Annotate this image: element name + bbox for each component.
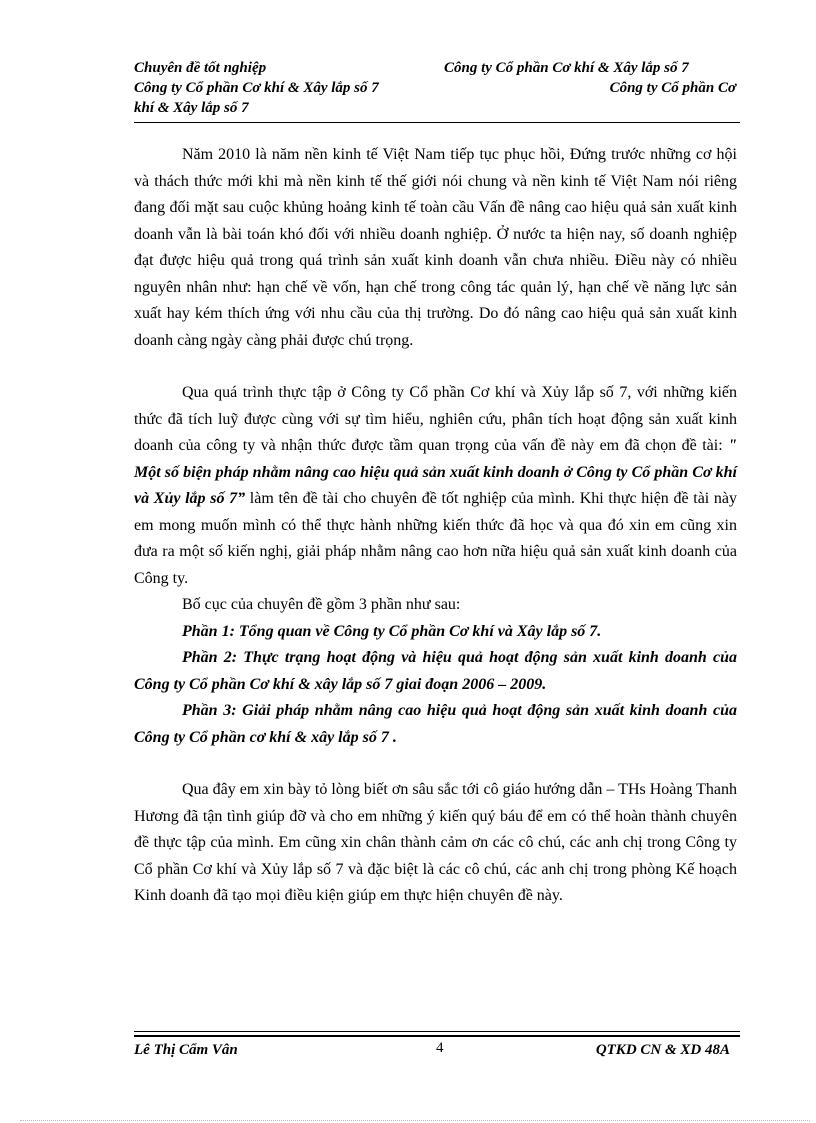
- part-2: Phần 2: Thực trạng hoạt động và hiệu quả hoạt động sản xuất kinh doanh của Công ty Cổ phần Cơ khí & xây lắp số 7 giai đoạn 2006 – 2009.: [134, 649, 737, 693]
- header-thesis-label: Chuyên đề tốt nghiệp: [134, 60, 267, 76]
- paragraph-acknowledgement: Qua đây em xin bày tỏ lòng biết ơn sâu sắc tới cô giáo hướng dẫn – THs Hoàng Thanh Hương đã tận tình giúp đỡ và cho em những ý kiến quý báu để em có thể hoàn thành chuyên đề thực tập của mình. Em cũng xin chân thành cảm ơn các cô chú, các anh chị trong Công ty Cổ phần Cơ khí và Xủy lắp số 7 và đặc biệt là các cô chú, các anh chị trong phòng Kế hoạch Kinh doanh đã tạo mọi điều kiện giúp em thực hiện chuyên đề này.: [134, 781, 737, 904]
- header-company-name-continued: khí & Xây lắp số 7: [134, 100, 249, 116]
- header-divider: [134, 122, 740, 123]
- footer-divider-thin: [134, 1031, 740, 1032]
- paragraph-topic: [134, 380, 737, 592]
- paragraph-intro: Năm 2010 là năm nền kinh tế Việt Nam tiếp tục phục hồi, Đứng trước những cơ hội và thách thức mới khi mà nền kinh tế thế giới nói chung và nền kinh tế Việt Nam nói riêng đang đối mặt sau cuộc khủng hoảng kinh tế toàn cầu Vấn đề nâng cao hiệu quả sản xuất kinh doanh vẫn là bài toán khó đối với nhiều doanh nghiệp. Ở nước ta hiện nay, số doanh nghiệp đạt được hiệu quả trong quá trình sản xuất kinh doanh vẫn chưa nhiều. Điều này có nhiều nguyên nhân như: hạn chế về vốn, hạn chế trong công tác quản lý, hạn chế về năng lực sản xuất hay kém thích ứng với nhu cầu của thị trường. Do đó nâng cao hiệu quả sản xuất kinh doanh càng ngày càng phải được chú trọng.: [134, 146, 737, 349]
- page-break-line: [20, 1120, 810, 1121]
- header-company-name-repeat: Công ty Cổ phần Cơ khí & Xây lắp số 7: [134, 80, 379, 96]
- page-footer: [134, 1042, 740, 1064]
- header-company-name: Công ty Cổ phần Cơ khí & Xây lắp số 7: [444, 60, 689, 76]
- footer-class-code: QTKD CN & XD 48A: [595, 1042, 730, 1058]
- footer-divider-thick: [134, 1035, 740, 1037]
- page-number: 4: [436, 1040, 444, 1056]
- paragraph-structure: Bố cục của chuyên đề gồm 3 phần như sau:: [182, 596, 461, 613]
- topic-title: " Một số biện pháp nhằm nâng cao hiệu quả sản xuất kinh doanh ở Công ty Cổ phần Cơ khí và Xủy lắp số 7”: [134, 437, 738, 507]
- footer-author: Lê Thị Cẩm Vân: [134, 1042, 238, 1058]
- part-3: Phần 3: Giải pháp nhằm nâng cao hiệu quả hoạt động sản xuất kinh doanh của Công ty Cổ phần cơ khí & xây lắp số 7 .: [134, 702, 737, 746]
- page-header: [134, 58, 740, 118]
- document-body: [134, 142, 737, 910]
- topic-trail-text: làm tên đề tài cho chuyên đề tốt nghiệp của mình. Khi thực hiện đề tài này em mong muốn mình có thể thực hành những kiến thức đã học và qua đó xin em cũng xin đưa ra một số kiến nghị, giải pháp nhằm nâng cao hơn nữa hiệu quả sản xuất kinh doanh của Công ty.: [134, 490, 738, 587]
- header-company-name-wrapped: Công ty Cổ phần Cơ: [609, 80, 736, 96]
- part-1: Phần 1: Tổng quan về Công ty Cổ phần Cơ khí và Xây lắp số 7.: [182, 622, 602, 640]
- topic-lead-text: Qua quá trình thực tập ở Công ty Cổ phần Cơ khí và Xủy lắp số 7, với những kiến thức đã tích luỹ được cùng với sự tìm hiểu, nghiên cứu, phân tích hoạt động sản xuất kinh doanh của công ty và nhận thức được tầm quan trọng của vấn đề này em đã chọn đề tài:: [134, 384, 737, 454]
